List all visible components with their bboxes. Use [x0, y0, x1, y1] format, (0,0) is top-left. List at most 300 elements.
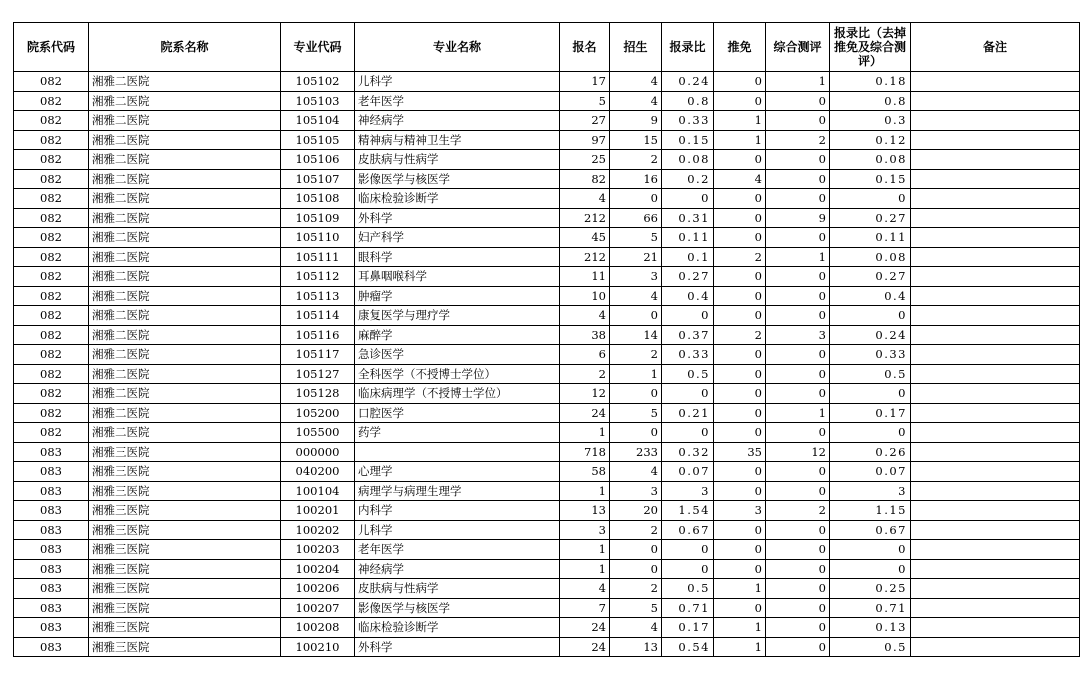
header-recommended: 推免	[714, 23, 766, 72]
cell-recommended: 0	[714, 72, 766, 92]
cell-dept-name: 湘雅二医院	[89, 345, 281, 365]
cell-applicants: 13	[560, 501, 610, 521]
cell-admitted: 5	[610, 228, 662, 248]
cell-dept-name: 湘雅二医院	[89, 286, 281, 306]
cell-major-code: 105116	[281, 325, 355, 345]
cell-comprehensive: 1	[766, 72, 830, 92]
cell-dept-name: 湘雅二医院	[89, 403, 281, 423]
cell-dept-name: 湘雅三医院	[89, 618, 281, 638]
cell-applicants: 24	[560, 637, 610, 657]
cell-dept-code: 083	[14, 520, 89, 540]
cell-major-code: 105128	[281, 384, 355, 404]
cell-applicants: 10	[560, 286, 610, 306]
cell-dept-name: 湘雅二医院	[89, 72, 281, 92]
cell-major-name: 病理学与病理生理学	[355, 481, 560, 501]
cell-dept-code: 082	[14, 364, 89, 384]
cell-dept-code: 083	[14, 598, 89, 618]
cell-major-name: 耳鼻咽喉科学	[355, 267, 560, 287]
cell-adjusted-ratio: 0	[830, 559, 911, 579]
cell-major-code: 100207	[281, 598, 355, 618]
cell-major-name: 神经病学	[355, 559, 560, 579]
cell-ratio: 0.31	[662, 208, 714, 228]
cell-applicants: 17	[560, 72, 610, 92]
cell-remarks	[911, 637, 1080, 657]
cell-dept-code: 082	[14, 384, 89, 404]
cell-adjusted-ratio: 0.27	[830, 208, 911, 228]
cell-major-code: 105102	[281, 72, 355, 92]
cell-admitted: 1	[610, 364, 662, 384]
cell-ratio: 0.21	[662, 403, 714, 423]
cell-adjusted-ratio: 1.15	[830, 501, 911, 521]
cell-ratio: 0	[662, 189, 714, 209]
cell-adjusted-ratio: 0.27	[830, 267, 911, 287]
cell-comprehensive: 1	[766, 403, 830, 423]
cell-remarks	[911, 286, 1080, 306]
cell-recommended: 0	[714, 91, 766, 111]
cell-adjusted-ratio: 0.67	[830, 520, 911, 540]
cell-ratio: 1.54	[662, 501, 714, 521]
cell-major-code: 105500	[281, 423, 355, 443]
header-applicants: 报名	[560, 23, 610, 72]
cell-dept-name: 湘雅二医院	[89, 247, 281, 267]
table-row	[14, 442, 1080, 462]
cell-dept-name: 湘雅三医院	[89, 501, 281, 521]
cell-dept-code: 082	[14, 111, 89, 131]
cell-ratio: 0.27	[662, 267, 714, 287]
admission-ratio-table	[13, 22, 1080, 657]
cell-major-name: 药学	[355, 423, 560, 443]
cell-major-name: 麻醉学	[355, 325, 560, 345]
cell-dept-code: 082	[14, 345, 89, 365]
cell-recommended: 0	[714, 228, 766, 248]
cell-comprehensive: 0	[766, 286, 830, 306]
cell-adjusted-ratio: 0.8	[830, 91, 911, 111]
cell-major-name: 神经病学	[355, 111, 560, 131]
cell-dept-name: 湘雅三医院	[89, 462, 281, 482]
cell-comprehensive: 2	[766, 130, 830, 150]
cell-remarks	[911, 364, 1080, 384]
cell-dept-code: 083	[14, 442, 89, 462]
cell-dept-code: 083	[14, 540, 89, 560]
cell-ratio: 0.8	[662, 91, 714, 111]
cell-major-name: 外科学	[355, 208, 560, 228]
cell-admitted: 20	[610, 501, 662, 521]
cell-admitted: 2	[610, 520, 662, 540]
cell-admitted: 4	[610, 462, 662, 482]
cell-adjusted-ratio: 0.71	[830, 598, 911, 618]
cell-comprehensive: 0	[766, 598, 830, 618]
cell-ratio: 0.15	[662, 130, 714, 150]
cell-dept-name: 湘雅二医院	[89, 423, 281, 443]
cell-remarks	[911, 423, 1080, 443]
header-admitted: 招生	[610, 23, 662, 72]
table-body	[14, 72, 1080, 657]
cell-dept-name: 湘雅二医院	[89, 111, 281, 131]
table-row	[14, 384, 1080, 404]
table-row	[14, 403, 1080, 423]
cell-major-name: 口腔医学	[355, 403, 560, 423]
table-row	[14, 540, 1080, 560]
cell-recommended: 1	[714, 111, 766, 131]
cell-remarks	[911, 169, 1080, 189]
table-row	[14, 169, 1080, 189]
cell-dept-code: 082	[14, 306, 89, 326]
cell-adjusted-ratio: 3	[830, 481, 911, 501]
cell-comprehensive: 0	[766, 189, 830, 209]
cell-dept-name: 湘雅二医院	[89, 384, 281, 404]
cell-major-code: 100202	[281, 520, 355, 540]
cell-ratio: 0.07	[662, 462, 714, 482]
cell-applicants: 1	[560, 481, 610, 501]
cell-recommended: 1	[714, 579, 766, 599]
cell-major-code: 100204	[281, 559, 355, 579]
cell-recommended: 0	[714, 559, 766, 579]
cell-comprehensive: 9	[766, 208, 830, 228]
cell-ratio: 0.37	[662, 325, 714, 345]
cell-adjusted-ratio: 0	[830, 384, 911, 404]
cell-dept-name: 湘雅二医院	[89, 130, 281, 150]
header-comprehensive: 综合测评	[766, 23, 830, 72]
cell-recommended: 2	[714, 325, 766, 345]
cell-remarks	[911, 111, 1080, 131]
cell-remarks	[911, 384, 1080, 404]
cell-applicants: 1	[560, 423, 610, 443]
cell-applicants: 38	[560, 325, 610, 345]
cell-adjusted-ratio: 0.17	[830, 403, 911, 423]
cell-recommended: 0	[714, 208, 766, 228]
cell-comprehensive: 1	[766, 247, 830, 267]
cell-major-name: 急诊医学	[355, 345, 560, 365]
cell-remarks	[911, 72, 1080, 92]
cell-dept-code: 083	[14, 559, 89, 579]
cell-adjusted-ratio: 0.3	[830, 111, 911, 131]
cell-dept-name: 湘雅二医院	[89, 169, 281, 189]
table-row	[14, 208, 1080, 228]
cell-recommended: 35	[714, 442, 766, 462]
cell-major-code: 100206	[281, 579, 355, 599]
cell-major-name: 皮肤病与性病学	[355, 579, 560, 599]
cell-comprehensive: 0	[766, 618, 830, 638]
cell-recommended: 1	[714, 618, 766, 638]
cell-admitted: 233	[610, 442, 662, 462]
cell-recommended: 1	[714, 130, 766, 150]
cell-adjusted-ratio: 0.25	[830, 579, 911, 599]
cell-applicants: 1	[560, 540, 610, 560]
cell-recommended: 0	[714, 286, 766, 306]
cell-major-code: 105113	[281, 286, 355, 306]
cell-admitted: 16	[610, 169, 662, 189]
cell-major-code: 040200	[281, 462, 355, 482]
cell-adjusted-ratio: 0	[830, 189, 911, 209]
cell-applicants: 82	[560, 169, 610, 189]
cell-adjusted-ratio: 0.08	[830, 247, 911, 267]
cell-major-name: 精神病与精神卫生学	[355, 130, 560, 150]
cell-dept-code: 082	[14, 267, 89, 287]
cell-remarks	[911, 208, 1080, 228]
cell-adjusted-ratio: 0.24	[830, 325, 911, 345]
cell-comprehensive: 0	[766, 462, 830, 482]
cell-remarks	[911, 130, 1080, 150]
table-row	[14, 462, 1080, 482]
cell-major-name: 临床病理学（不授博士学位）	[355, 384, 560, 404]
cell-dept-code: 082	[14, 150, 89, 170]
cell-remarks	[911, 442, 1080, 462]
cell-dept-code: 082	[14, 169, 89, 189]
cell-dept-name: 湘雅二医院	[89, 189, 281, 209]
table-row	[14, 618, 1080, 638]
cell-remarks	[911, 579, 1080, 599]
table-row	[14, 130, 1080, 150]
cell-adjusted-ratio: 0.26	[830, 442, 911, 462]
cell-major-name: 妇产科学	[355, 228, 560, 248]
cell-adjusted-ratio: 0.5	[830, 637, 911, 657]
cell-major-name: 老年医学	[355, 91, 560, 111]
cell-admitted: 2	[610, 345, 662, 365]
cell-remarks	[911, 520, 1080, 540]
cell-applicants: 4	[560, 189, 610, 209]
cell-remarks	[911, 91, 1080, 111]
cell-adjusted-ratio: 0.11	[830, 228, 911, 248]
cell-admitted: 0	[610, 189, 662, 209]
cell-major-code: 105105	[281, 130, 355, 150]
cell-dept-name: 湘雅二医院	[89, 208, 281, 228]
cell-major-code: 100104	[281, 481, 355, 501]
cell-comprehensive: 12	[766, 442, 830, 462]
cell-dept-code: 082	[14, 189, 89, 209]
cell-admitted: 0	[610, 540, 662, 560]
cell-remarks	[911, 501, 1080, 521]
cell-dept-code: 082	[14, 403, 89, 423]
cell-recommended: 0	[714, 384, 766, 404]
cell-remarks	[911, 267, 1080, 287]
cell-major-name: 儿科学	[355, 72, 560, 92]
cell-dept-name: 湘雅三医院	[89, 540, 281, 560]
cell-ratio: 0	[662, 423, 714, 443]
cell-ratio: 0.24	[662, 72, 714, 92]
cell-ratio: 0.17	[662, 618, 714, 638]
cell-recommended: 0	[714, 189, 766, 209]
cell-dept-name: 湘雅二医院	[89, 150, 281, 170]
cell-major-code: 105106	[281, 150, 355, 170]
cell-major-code: 105110	[281, 228, 355, 248]
table-row	[14, 598, 1080, 618]
cell-dept-code: 082	[14, 247, 89, 267]
cell-ratio: 0.5	[662, 364, 714, 384]
cell-adjusted-ratio: 0.08	[830, 150, 911, 170]
cell-dept-code: 082	[14, 130, 89, 150]
cell-major-code: 100201	[281, 501, 355, 521]
cell-adjusted-ratio: 0	[830, 540, 911, 560]
cell-admitted: 13	[610, 637, 662, 657]
cell-major-code: 100203	[281, 540, 355, 560]
cell-comprehensive: 0	[766, 637, 830, 657]
cell-recommended: 0	[714, 150, 766, 170]
table-row	[14, 364, 1080, 384]
cell-remarks	[911, 403, 1080, 423]
cell-comprehensive: 0	[766, 481, 830, 501]
cell-ratio: 0.54	[662, 637, 714, 657]
table-row	[14, 423, 1080, 443]
cell-adjusted-ratio: 0.07	[830, 462, 911, 482]
cell-recommended: 4	[714, 169, 766, 189]
table-row	[14, 91, 1080, 111]
cell-recommended: 0	[714, 403, 766, 423]
cell-remarks	[911, 189, 1080, 209]
cell-ratio: 3	[662, 481, 714, 501]
cell-adjusted-ratio: 0.4	[830, 286, 911, 306]
cell-applicants: 2	[560, 364, 610, 384]
cell-major-name: 康复医学与理疗学	[355, 306, 560, 326]
cell-dept-name: 湘雅三医院	[89, 579, 281, 599]
cell-major-name: 影像医学与核医学	[355, 169, 560, 189]
cell-major-name: 肿瘤学	[355, 286, 560, 306]
cell-major-name: 临床检验诊断学	[355, 189, 560, 209]
cell-dept-code: 082	[14, 91, 89, 111]
cell-ratio: 0.11	[662, 228, 714, 248]
cell-adjusted-ratio: 0.12	[830, 130, 911, 150]
cell-applicants: 718	[560, 442, 610, 462]
table-row	[14, 306, 1080, 326]
cell-admitted: 2	[610, 150, 662, 170]
cell-major-code: 105109	[281, 208, 355, 228]
cell-ratio: 0.5	[662, 579, 714, 599]
cell-recommended: 0	[714, 306, 766, 326]
cell-applicants: 25	[560, 150, 610, 170]
cell-dept-name: 湘雅二医院	[89, 306, 281, 326]
cell-remarks	[911, 325, 1080, 345]
cell-recommended: 0	[714, 598, 766, 618]
cell-remarks	[911, 345, 1080, 365]
cell-ratio: 0.4	[662, 286, 714, 306]
cell-remarks	[911, 618, 1080, 638]
cell-comprehensive: 0	[766, 91, 830, 111]
cell-adjusted-ratio: 0.5	[830, 364, 911, 384]
cell-remarks	[911, 228, 1080, 248]
cell-dept-code: 083	[14, 462, 89, 482]
cell-major-code: 100208	[281, 618, 355, 638]
table-row	[14, 325, 1080, 345]
table-row	[14, 637, 1080, 657]
cell-recommended: 0	[714, 520, 766, 540]
cell-major-code: 105127	[281, 364, 355, 384]
cell-major-code: 105200	[281, 403, 355, 423]
cell-dept-name: 湘雅二医院	[89, 267, 281, 287]
cell-comprehensive: 0	[766, 228, 830, 248]
cell-admitted: 14	[610, 325, 662, 345]
cell-ratio: 0.67	[662, 520, 714, 540]
cell-admitted: 3	[610, 481, 662, 501]
header-dept-name: 院系名称	[89, 23, 281, 72]
cell-applicants: 3	[560, 520, 610, 540]
cell-major-name: 老年医学	[355, 540, 560, 560]
cell-remarks	[911, 598, 1080, 618]
cell-major-code: 105112	[281, 267, 355, 287]
cell-comprehensive: 2	[766, 501, 830, 521]
cell-dept-code: 083	[14, 618, 89, 638]
cell-dept-name: 湘雅三医院	[89, 598, 281, 618]
cell-comprehensive: 0	[766, 345, 830, 365]
table-row	[14, 189, 1080, 209]
cell-dept-name: 湘雅二医院	[89, 364, 281, 384]
cell-ratio: 0.2	[662, 169, 714, 189]
cell-recommended: 0	[714, 423, 766, 443]
cell-comprehensive: 0	[766, 267, 830, 287]
table-row	[14, 520, 1080, 540]
header-row	[14, 23, 1080, 72]
table-row	[14, 150, 1080, 170]
table-row	[14, 559, 1080, 579]
header-ratio: 报录比	[662, 23, 714, 72]
cell-remarks	[911, 540, 1080, 560]
cell-admitted: 5	[610, 598, 662, 618]
cell-dept-name: 湘雅三医院	[89, 559, 281, 579]
cell-admitted: 66	[610, 208, 662, 228]
cell-ratio: 0	[662, 540, 714, 560]
cell-ratio: 0.32	[662, 442, 714, 462]
cell-recommended: 0	[714, 540, 766, 560]
cell-comprehensive: 0	[766, 384, 830, 404]
cell-applicants: 45	[560, 228, 610, 248]
cell-applicants: 24	[560, 403, 610, 423]
cell-dept-name: 湘雅三医院	[89, 520, 281, 540]
cell-recommended: 2	[714, 247, 766, 267]
cell-dept-name: 湘雅二医院	[89, 91, 281, 111]
cell-dept-code: 083	[14, 481, 89, 501]
cell-recommended: 3	[714, 501, 766, 521]
cell-ratio: 0.71	[662, 598, 714, 618]
table-row	[14, 247, 1080, 267]
cell-dept-code: 083	[14, 579, 89, 599]
cell-remarks	[911, 306, 1080, 326]
header-remarks: 备注	[911, 23, 1080, 72]
cell-applicants: 11	[560, 267, 610, 287]
cell-major-name: 皮肤病与性病学	[355, 150, 560, 170]
cell-ratio: 0	[662, 384, 714, 404]
cell-admitted: 4	[610, 91, 662, 111]
cell-applicants: 7	[560, 598, 610, 618]
cell-major-name: 全科医学（不授博士学位）	[355, 364, 560, 384]
cell-applicants: 27	[560, 111, 610, 131]
header-adjusted-ratio: 报录比（去掉推免及综合测评）	[830, 23, 911, 72]
cell-dept-name: 湘雅二医院	[89, 325, 281, 345]
cell-major-name: 心理学	[355, 462, 560, 482]
cell-adjusted-ratio: 0	[830, 306, 911, 326]
cell-dept-name: 湘雅三医院	[89, 481, 281, 501]
cell-admitted: 3	[610, 267, 662, 287]
cell-major-name	[355, 442, 560, 462]
cell-admitted: 0	[610, 384, 662, 404]
cell-comprehensive: 0	[766, 364, 830, 384]
cell-applicants: 212	[560, 247, 610, 267]
cell-major-name: 影像医学与核医学	[355, 598, 560, 618]
cell-comprehensive: 0	[766, 169, 830, 189]
cell-applicants: 58	[560, 462, 610, 482]
table-row	[14, 111, 1080, 131]
cell-remarks	[911, 559, 1080, 579]
cell-comprehensive: 3	[766, 325, 830, 345]
table-row	[14, 267, 1080, 287]
table-row	[14, 72, 1080, 92]
cell-major-code: 000000	[281, 442, 355, 462]
cell-ratio: 0.08	[662, 150, 714, 170]
header-major-code: 专业代码	[281, 23, 355, 72]
cell-major-code: 105104	[281, 111, 355, 131]
cell-major-code: 105107	[281, 169, 355, 189]
cell-admitted: 21	[610, 247, 662, 267]
cell-recommended: 0	[714, 267, 766, 287]
cell-major-name: 临床检验诊断学	[355, 618, 560, 638]
cell-dept-code: 082	[14, 228, 89, 248]
